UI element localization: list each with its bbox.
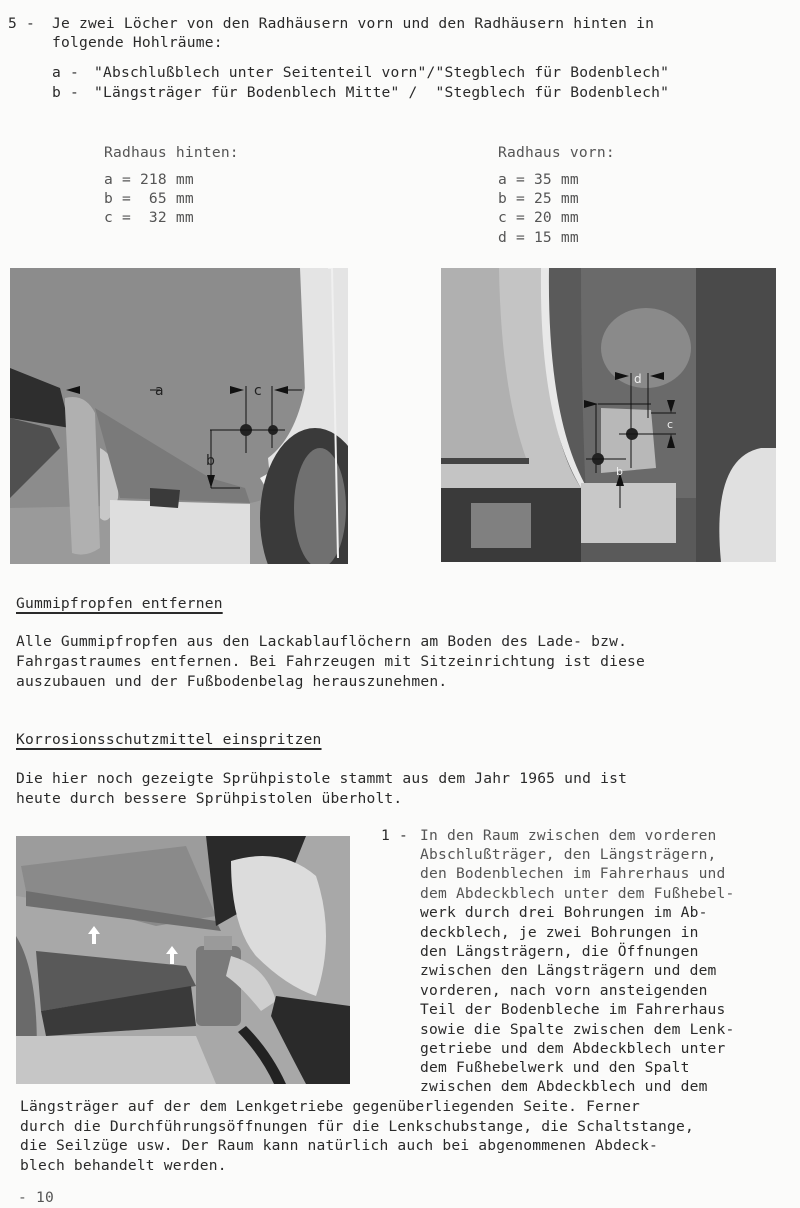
paragraph-line: die Seilzüge usw. Der Raum kann natürlich auch bei abgenommenen Abdeck- xyxy=(20,1137,659,1154)
paragraph-line: heute durch bessere Sprühpistolen überholt. xyxy=(16,790,403,807)
measurement-row: b = 25 mm xyxy=(498,190,579,207)
paragraph-line: getriebe und dem Abdeckblech unter xyxy=(420,1040,726,1057)
paragraph-line: auszubauen und der Fußbodenbelag herauszunehmen. xyxy=(16,673,448,690)
paragraph-line: durch die Durchführungsöffnungen für die Lenkschubstange, die Schaltstange, xyxy=(20,1118,694,1135)
paragraph-line: Alle Gummipfropfen aus den Lackablauflöchern am Boden des Lade- bzw. xyxy=(16,633,628,650)
measurement-row: d = 15 mm xyxy=(498,229,579,246)
step-5-item-text: "Längsträger für Bodenblech Mitte" / "Stegblech für Bodenblech" xyxy=(94,84,670,101)
step-5-line: folgende Hohlräume: xyxy=(52,34,223,51)
measurement-row: b = 65 mm xyxy=(104,190,194,207)
step-5-line: Je zwei Löcher von den Radhäusern vorn und den Radhäusern hinten in xyxy=(52,15,655,32)
paragraph-line: blech behandelt werden. xyxy=(20,1157,227,1174)
paragraph-line: deckblech, je zwei Bohrungen in xyxy=(420,924,699,941)
step-1-number: 1 - xyxy=(381,827,408,844)
paragraph-line: Längsträger auf der dem Lenkgetriebe gegenüberliegenden Seite. Ferner xyxy=(20,1098,641,1115)
figure-label: a xyxy=(155,383,164,399)
page-number: - 10 xyxy=(18,1189,54,1206)
figure-label: b xyxy=(616,465,623,478)
step-5-number: 5 - xyxy=(8,15,35,32)
figure-label: c xyxy=(254,383,262,399)
step-5-item-key: a - xyxy=(52,64,79,81)
paragraph-line: dem Abdeckblech unter dem Fußhebel- xyxy=(420,885,735,902)
measurement-row: c = 20 mm xyxy=(498,209,579,226)
measurements-rear-title: Radhaus hinten: xyxy=(104,144,239,161)
figure-label: b xyxy=(206,453,215,469)
figure-label: d xyxy=(634,372,642,386)
paragraph-line: dem Fußhebelwerk und den Spalt xyxy=(420,1059,690,1076)
paragraph-line: Fahrgastraumes entfernen. Bei Fahrzeugen mit Sitzeinrichtung ist diese xyxy=(16,653,646,670)
paragraph-line: zwischen den Längsträgern und dem xyxy=(420,962,717,979)
front-wheelhouse-photo xyxy=(441,268,776,562)
paragraph-line: Teil der Bodenbleche im Fahrerhaus xyxy=(420,1001,726,1018)
paragraph-line: den Bodenblechen im Fahrerhaus und xyxy=(420,865,726,882)
figure-label: c xyxy=(667,418,674,431)
measurement-row: a = 218 mm xyxy=(104,171,194,188)
spray-gun-photo xyxy=(16,836,350,1084)
paragraph-line: Die hier noch gezeigte Sprühpistole stammt aus dem Jahr 1965 und ist xyxy=(16,770,628,787)
paragraph-line: zwischen dem Abdeckblech und dem xyxy=(420,1078,708,1095)
measurement-row: a = 35 mm xyxy=(498,171,579,188)
section-heading-plugs: Gummipfropfen entfernen xyxy=(16,595,223,612)
paragraph-line: Abschlußträger, den Längsträgern, xyxy=(420,846,717,863)
paragraph-line: den Längsträgern, die Öffnungen xyxy=(420,943,699,960)
measurement-row: c = 32 mm xyxy=(104,209,194,226)
paragraph-line: In den Raum zwischen dem vorderen xyxy=(420,827,717,844)
step-5-item-text: "Abschlußblech unter Seitenteil vorn"/"Stegblech für Bodenblech" xyxy=(94,64,670,81)
paragraph-line: sowie die Spalte zwischen dem Lenk- xyxy=(420,1021,735,1038)
rear-wheelhouse-photo xyxy=(10,268,348,564)
paragraph-line: vorderen, nach vorn ansteigenden xyxy=(420,982,708,999)
step-5-item-key: b - xyxy=(52,84,79,101)
section-heading-spray: Korrosionsschutzmittel einspritzen xyxy=(16,731,322,748)
paragraph-line: werk durch drei Bohrungen im Ab- xyxy=(420,904,708,921)
measurements-front-title: Radhaus vorn: xyxy=(498,144,615,161)
